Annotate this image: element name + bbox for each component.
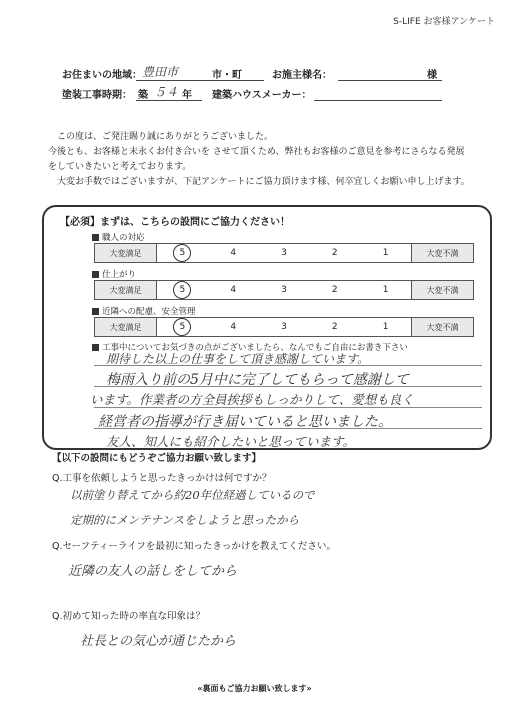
- square-bullet-icon: [92, 344, 99, 351]
- paint-period-value: ５４: [154, 85, 179, 99]
- comment-handwriting: 友人、知人にも紹介したいと思っています。: [106, 434, 356, 449]
- rating-option-1[interactable]: 1: [382, 248, 389, 258]
- footer-note: «裏面もご協力お願い致します»: [197, 684, 312, 693]
- client-underline: [338, 80, 442, 81]
- rating-option-5[interactable]: 5: [174, 285, 190, 295]
- square-bullet-icon: [92, 234, 99, 241]
- paint-period-label: 塗装工事時期：: [62, 90, 132, 101]
- rating-option-3[interactable]: 3: [281, 285, 287, 295]
- rating-option-2[interactable]: 2: [331, 322, 338, 332]
- comment-handwriting: います。作業者の方全員挨拶もしっかりして、愛想も良く: [90, 392, 414, 407]
- rating-option-5[interactable]: 5: [174, 322, 190, 332]
- region-label: お住まいの地域：: [62, 70, 142, 81]
- square-bullet-icon: [92, 271, 99, 278]
- info-row-2: [62, 86, 442, 102]
- comment-handwriting: 経営者の指導が行き届いていると思いました。: [98, 414, 392, 430]
- info-row-1: [62, 66, 442, 82]
- question-label-staff: 職人の対応: [92, 231, 145, 243]
- comment-handwriting: 期待した以上の仕事をして頂き感謝しています。: [106, 352, 370, 366]
- scale-left-label: 大変満足: [95, 318, 157, 336]
- client-label: お施主様名：: [272, 70, 332, 81]
- housemaker-label: 建築ハウスメーカー：: [212, 90, 312, 101]
- scale-left-label: 大変満足: [95, 244, 157, 262]
- answer-trigger: 以前塗り替えてから約20年位経過しているので: [70, 488, 315, 502]
- answer-discovery: 近隣の友人の話しをしてから: [68, 564, 238, 579]
- answer-trigger: 定期的にメンテナンスをしようと思ったから: [70, 513, 300, 527]
- header-brand: S-LIFE お客様アンケート: [393, 17, 495, 27]
- rating-scale-safety[interactable]: [94, 317, 474, 337]
- intro-line: をしていきたいと考えております。: [48, 162, 192, 172]
- question-label-safety: 近隣への配慮、安全管理: [92, 305, 196, 317]
- rating-option-1[interactable]: 1: [382, 322, 389, 332]
- question-impression: Q.初めて知った時の率直な印象は？: [52, 611, 205, 622]
- required-section: [42, 205, 492, 450]
- region-underline: [136, 80, 264, 81]
- rating-option-4[interactable]: 4: [230, 322, 237, 332]
- rating-option-4[interactable]: 4: [230, 248, 237, 258]
- rating-option-3[interactable]: 3: [281, 322, 287, 332]
- rating-option-1[interactable]: 1: [382, 285, 389, 295]
- answer-impression: 社長との気心が通じたから: [80, 634, 237, 649]
- comment-handwriting: 梅雨入り前の5月中に完了してもらって感謝して: [106, 372, 409, 388]
- intro-line: 大変お手数ではございますが、下記アンケートにご協力頂けます様、何卒宜しくお願い申し上げます。: [57, 177, 470, 187]
- required-title: 【必須】まずは、こちらの設問にご協力ください！: [60, 217, 290, 228]
- rating-option-4[interactable]: 4: [230, 285, 237, 295]
- period-underline: [136, 100, 202, 101]
- scale-left-label: 大変満足: [95, 281, 157, 299]
- housemaker-underline: [314, 100, 442, 101]
- intro-line: 今後とも、お客様と末永くお付き合いを させて頂くため、弊社もお客様のご意見を参考にさらなる発展: [48, 147, 465, 157]
- rating-option-3[interactable]: 3: [281, 248, 287, 258]
- rating-scale-staff[interactable]: [94, 243, 474, 263]
- comment-label: 工事中についてお気づきの点がございましたら、なんでもご自由にお書き下さい: [92, 341, 408, 353]
- question-trigger: Q.工事を依頼しようと思ったきっかけは何ですか？: [52, 473, 272, 484]
- honorific: 様: [427, 70, 437, 81]
- rating-option-2[interactable]: 2: [331, 248, 338, 258]
- optional-note: 【以下の設問にもどうぞご協力お願い致します】: [52, 453, 262, 464]
- rating-scale-finish[interactable]: [94, 280, 474, 300]
- rating-option-2[interactable]: 2: [331, 285, 338, 295]
- square-bullet-icon: [92, 308, 99, 315]
- region-value: 豊田市: [142, 65, 179, 79]
- scale-right-label: 大変不満: [411, 244, 473, 262]
- paint-period-prefix: 築: [138, 90, 148, 101]
- intro-text: [48, 130, 488, 190]
- paint-period-suffix: 年: [182, 90, 192, 101]
- intro-line: この度は、ご発注賜り誠にありがとうございました。: [57, 132, 274, 142]
- question-discovery: Q.セーフティーライフを最初に知ったきっかけを教えてください。: [52, 541, 336, 552]
- scale-right-label: 大変不満: [411, 281, 473, 299]
- city-label: 市・町: [212, 70, 242, 81]
- question-label-finish: 仕上がり: [92, 268, 136, 280]
- rating-option-5[interactable]: 5: [174, 248, 190, 258]
- scale-right-label: 大変不満: [411, 318, 473, 336]
